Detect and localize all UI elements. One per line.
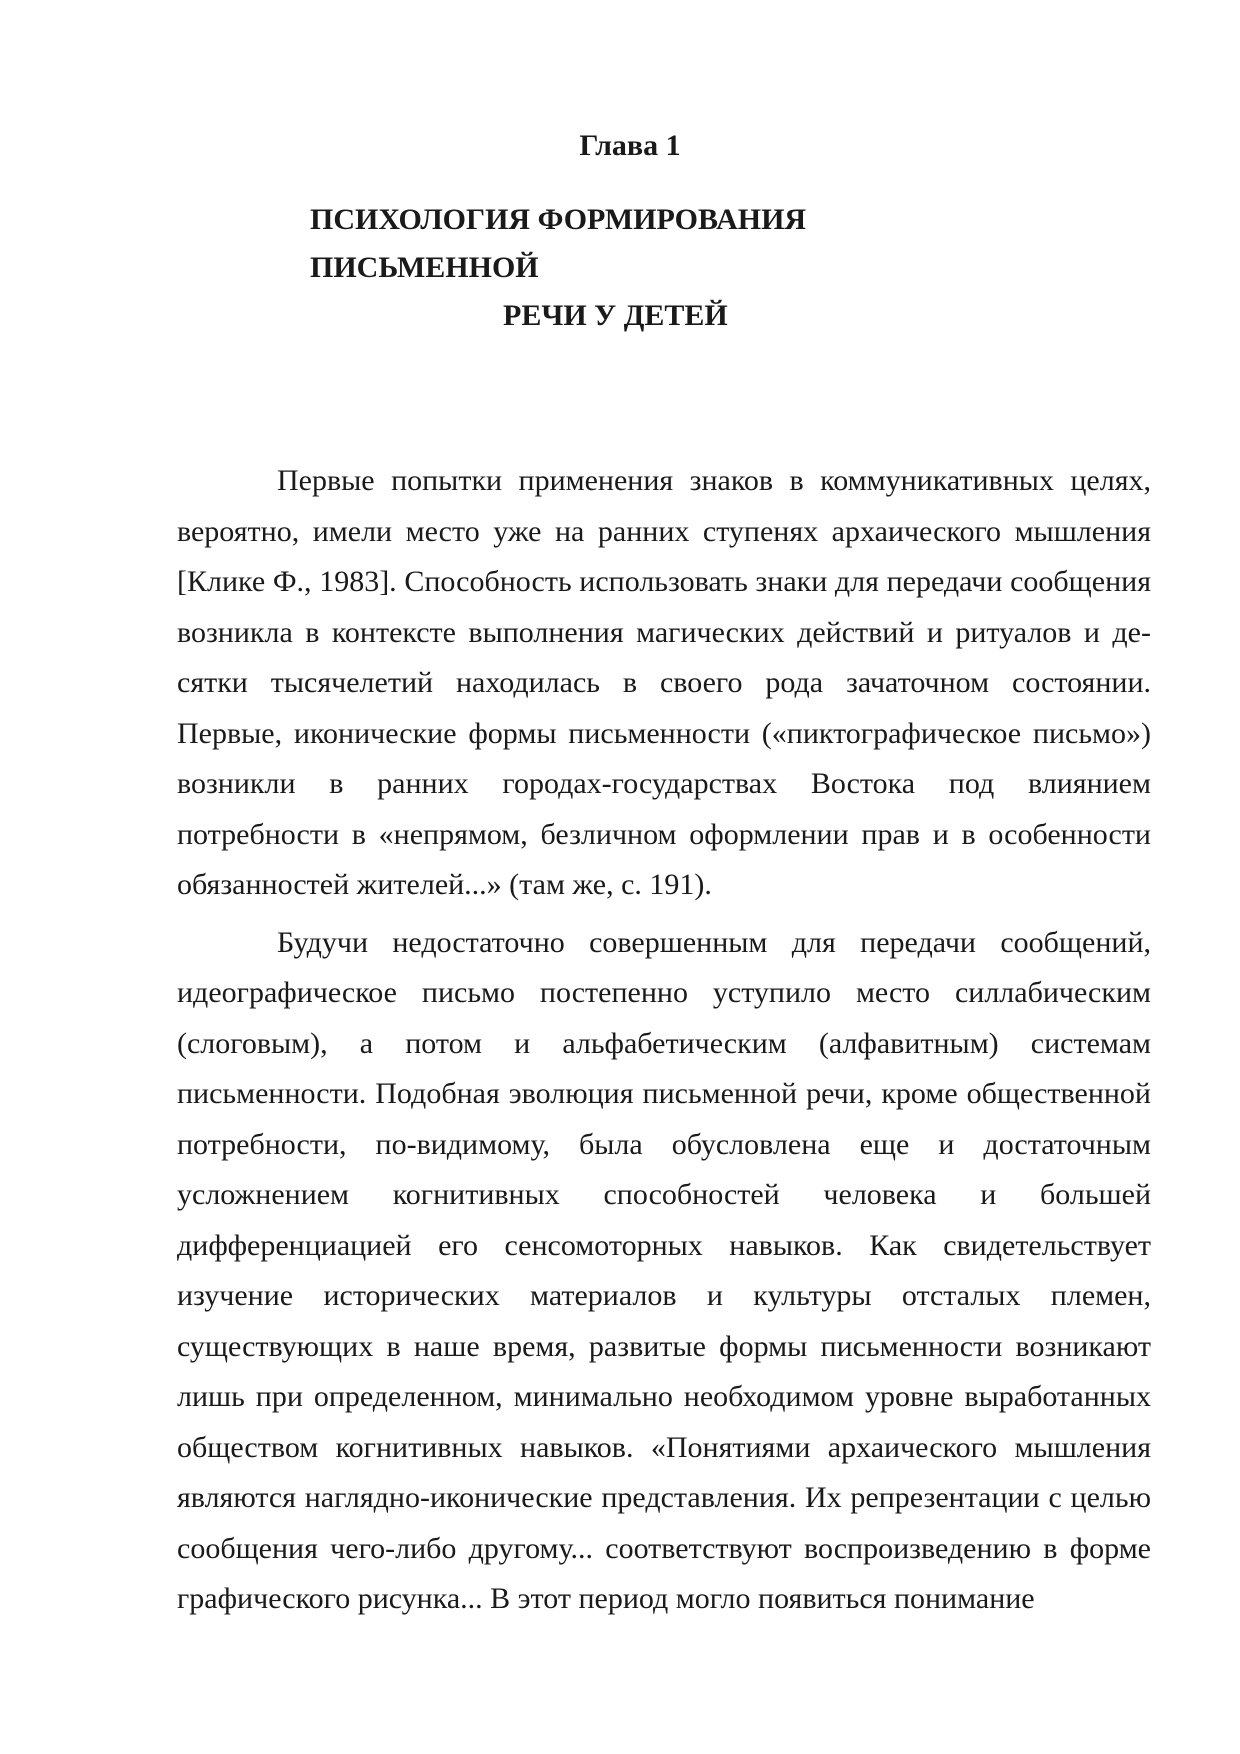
body-text [177,456,1151,1625]
chapter-title [310,196,1030,340]
chapter-title-line-2: РЕЧИ У ДЕТЕЙ [503,299,728,332]
chapter-title-line-1: ПСИХОЛОГИЯ ФОРМИРОВАНИЯ ПИСЬМЕННОЙ [310,203,807,284]
paragraph-2: Будучи недостаточно совершенным для передачи сообщений, идеографическое письмо постепенно уступило место силлабическим (слоговым), а потом и альфабетическим (алфавитным) системам письменности. Подобная эволюция письменной речи, кроме общественной потребности, по-видимому, была обусловлена еще и достаточным усложнением когнитивных способностей человека и большей дифференциацией его сенсомоторных навыков. Как свидетельствует изучение исторических материалов и культуры отсталых племен, существующих в наше время, развитые формы письменности возникают лишь при определенном, минимально необходимом уровне выработанных обществом когнитивных навыков. «Понятиями архаического мышления являются наглядно-иконические представления. Их репрезентации с целью сообщения чего-либо другому... соответствуют воспроизведению в форме графического рисунка... В этот период могло появиться понимание [177,925,1151,1615]
chapter-label: Глава 1 [579,129,681,162]
paragraph-1: Первые попытки применения знаков в коммуникативных целях, вероятно, имели место уже на ранних ступенях архаического мышления [Клике Ф., 1983]. Способность использовать знаки для передачи сообщения возникла в контексте выполнения магических действий и ритуалов и де-сятки тысячелетий находилась в своего рода зачаточном состоянии. Первые, иконические формы письменности («пиктографическое письмо») возникли в ранних городах-государствах Востока под влиянием потребности в «непрямом, безличном оформлении прав и в особенности обязанностей жителей...» (там же, с. 191). [177,464,1151,901]
